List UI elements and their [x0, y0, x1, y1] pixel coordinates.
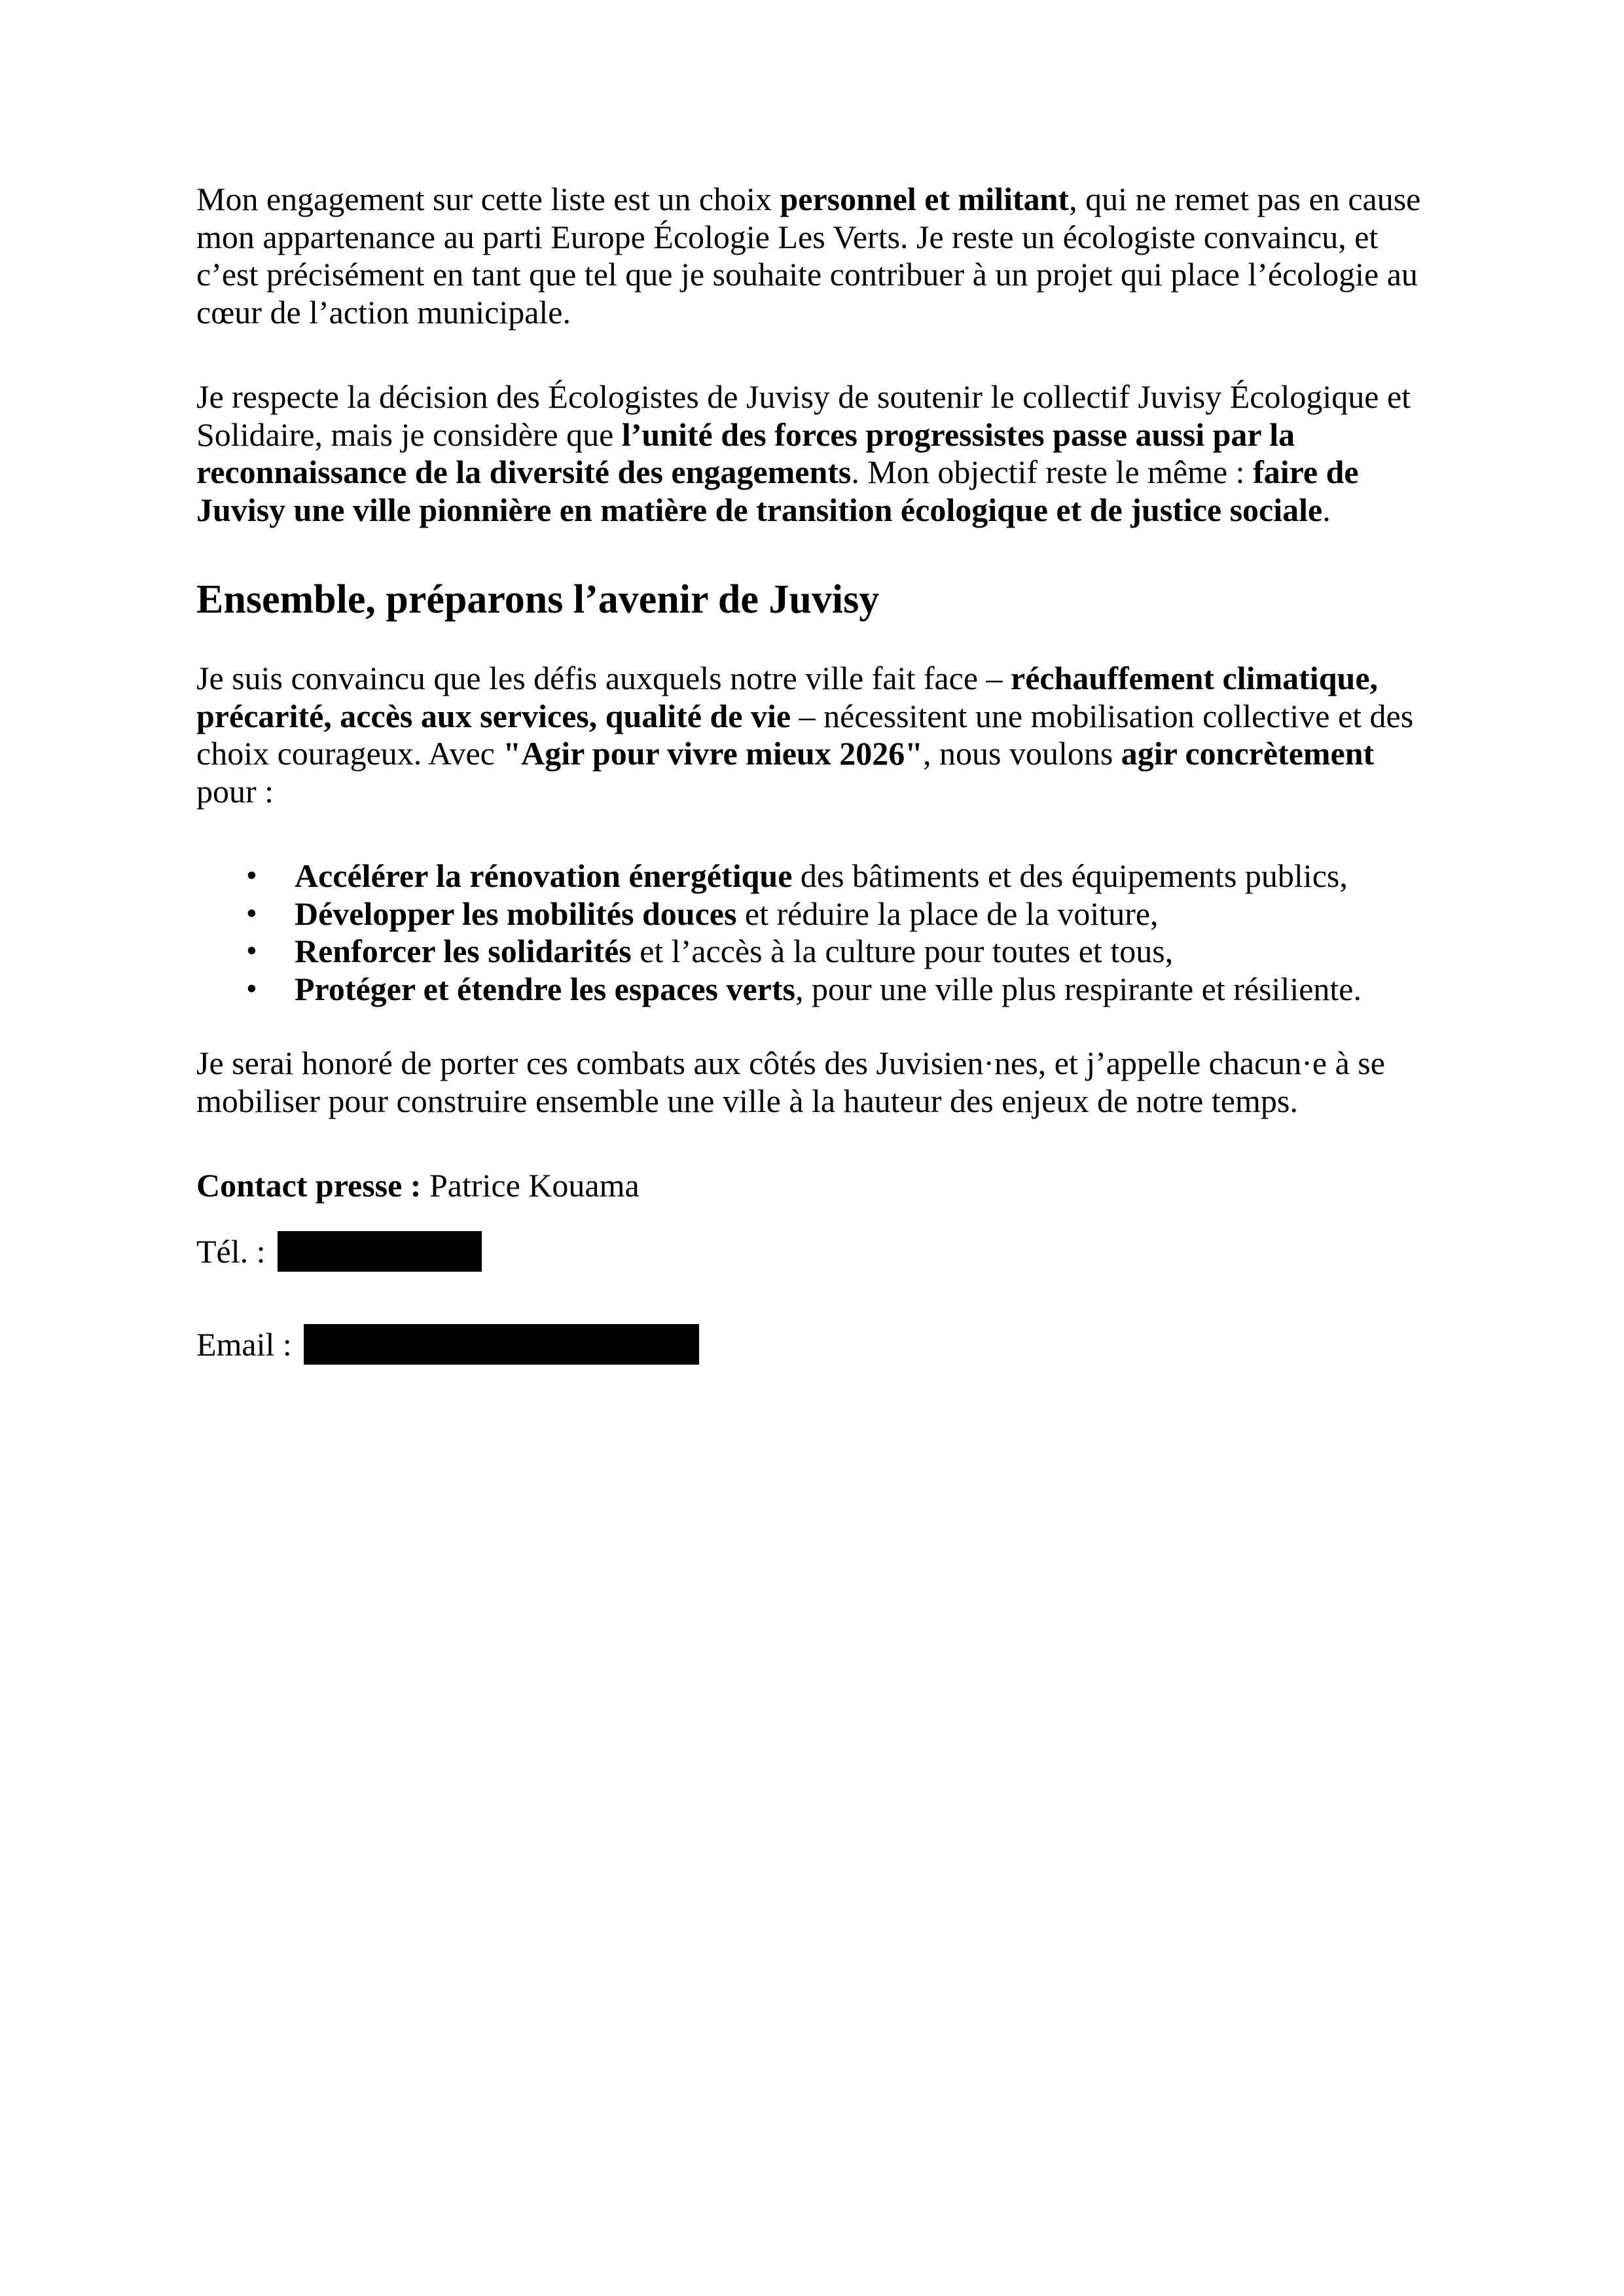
redacted-email-value — [304, 1324, 699, 1365]
phone-label: Tél. : — [196, 1232, 266, 1270]
list-item-espaces-verts: • Protéger et étendre les espaces verts, pour une ville plus respirante et résiliente. — [196, 971, 1430, 1009]
paragraph-contact-presse: Contact presse : Patrice Kouama — [196, 1167, 640, 1204]
list-item-mobilites-douces: • Développer les mobilités douces et réduire la place de la voiture, — [196, 895, 1430, 933]
redacted-phone-value — [278, 1231, 482, 1272]
paragraph-engagement: Mon engagement sur cette liste est un choix personnel et militant, qui ne remet pas en cause mon appartenance au parti Europe Écologie Les Verts. Je reste un écologiste convaincu, et c’est précisément en tant que tel que je souhaite contribuer à un projet qui place l’écologie au cœur de l’action municipale. — [196, 181, 1421, 331]
list-item-solidarites: • Renforcer les solidarités et l’accès à la culture pour toutes et tous, — [196, 933, 1430, 971]
phone-line — [196, 1231, 1430, 1272]
priorities-list — [196, 857, 1430, 1008]
section-heading: Ensemble, préparons l’avenir de Juvisy — [196, 577, 880, 622]
email-line — [196, 1324, 1430, 1365]
paragraph-decision: Je respecte la décision des Écologistes de Juvisy de soutenir le collectif Juvisy Écologique et Solidaire, mais je considère que l’unité des forces progressistes passe aussi par la reconnaissance de la diversité des engagements. Mon objectif reste le même : faire de Juvisy une ville pionnière en matière de transition écologique et de justice sociale. — [196, 378, 1411, 528]
paragraph-appel: Je serai honoré de porter ces combats aux côtés des Juvisien·nes, et j’appelle chacun·e à se mobiliser pour construire ensemble une ville à la hauteur des enjeux de notre temps. — [196, 1045, 1385, 1119]
paragraph-defis: Je suis convaincu que les défis auxquels notre ville fait face – réchauffement climatique, précarité, accès aux services, qualité de vie – nécessitent une mobilisation collective et des choix courageux. Avec "Agir pour vivre mieux 2026", nous voulons agir concrètement pour : — [196, 660, 1414, 810]
email-label: Email : — [196, 1325, 292, 1363]
list-item-renovation-energetique: • Accélérer la rénovation énergétique des bâtiments et des équipements publics, — [196, 857, 1430, 895]
